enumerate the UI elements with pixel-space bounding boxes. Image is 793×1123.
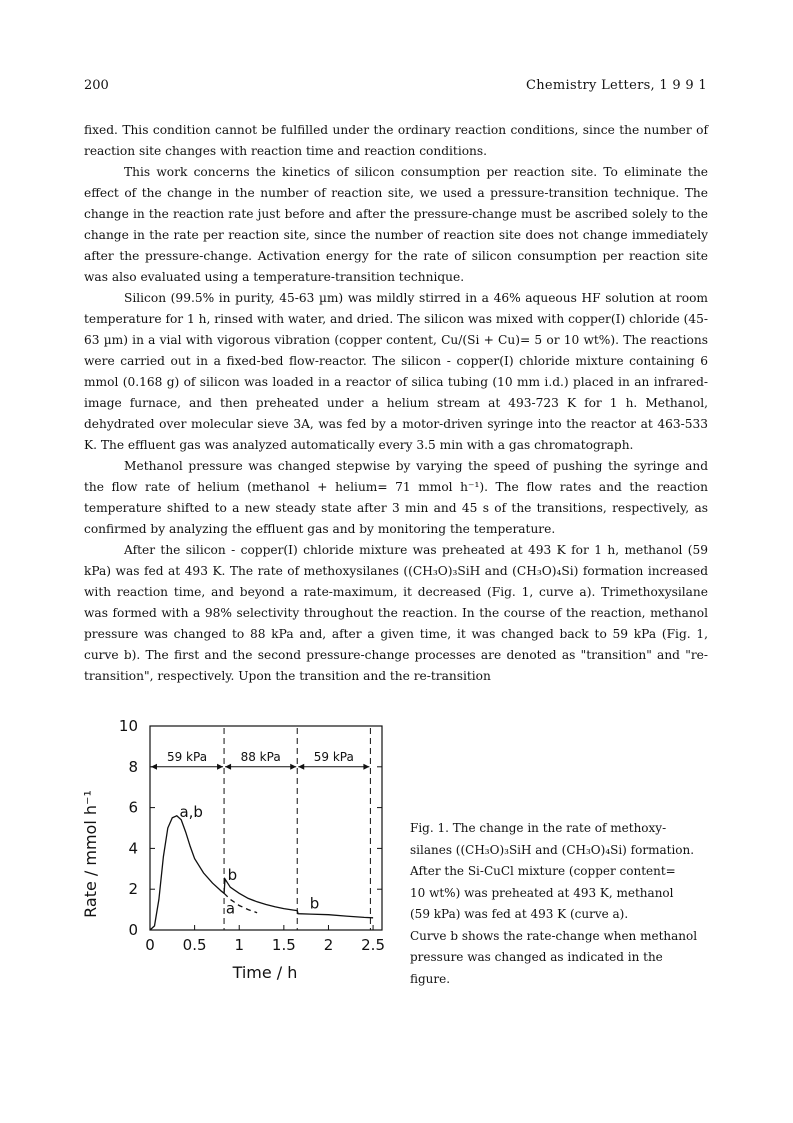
x-axis-label: Time / h [232,963,298,982]
arrow-head-left [298,764,304,770]
arrow-head-left [225,764,231,770]
caption-line: Fig. 1. The change in the rate of methoxy- [410,821,667,835]
y-tick-label: 0 [128,921,138,939]
y-tick-label: 10 [118,717,138,735]
x-tick-label: 2 [323,936,334,954]
curve-label: b [309,894,320,913]
caption-line: Curve b shows the rate-change when methanol [410,928,698,943]
body-text [84,120,708,687]
page-number: 200 [84,78,109,93]
x-tick-label: 0.5 [182,936,207,954]
x-tick-label: 0 [145,936,155,954]
caption-line: pressure was changed as indicated in the [410,950,663,964]
rate-chart [80,712,400,992]
caption-line: (59 kPa) was fed at 493 K (curve a). [410,907,629,921]
y-tick-label: 8 [128,757,138,776]
y-tick-label: 6 [128,798,138,817]
curve-b [224,879,373,918]
x-tick-label: 2.5 [361,936,386,954]
paragraph-5: After the silicon - copper(I) chloride mixture was preheated at 493 K for 1 h, methanol (59 kPa) was fed at 493 K. The rate of methoxysilanes ((CH₃O)₃SiH and (CH₃O)₄Si) formation increased with reaction time, and beyond a rate-maximum, it decreased (Fig. 1, curve a). Trimethoxysilane was formed with a 98% selectivity throughout the reaction. In the course of the reaction, methanol pressure was changed to 88 kPa and, after a given time, it was changed back to 59 kPa (Fig. 1, curve b). The first and the second pressure-change processes are denoted as "transition" and "re-transition", respectively. Upon the transition and the re-transition [84,543,708,683]
arrow-head-left [151,764,157,770]
caption-line: 10 wt%) was preheated at 493 K, methanol [410,885,674,900]
caption-line: silanes ((CH₃O)₃SiH and (CH₃O)₄Si) formation. [410,842,695,857]
caption-line: figure. [410,971,451,986]
x-tick-label: 1 [234,936,245,954]
arrow-head-right [217,764,223,770]
paragraph-3: Silicon (99.5% in purity, 45-63 µm) was mildly stirred in a 46% aqueous HF solution at room temperature for 1 h, rinsed with water, and dried. The silicon was mixed with copper(I) chloride (45-63 µm) in a vial with vigorous vibration (copper content, Cu/(Si + Cu)= 5 or 10 wt%). The reactions were carried out in a fixed-bed flow-reactor. The silicon - copper(I) chloride mixture containing 6 mmol (0.168 g) of silicon was loaded in a reactor of silica tubing (10 mm i.d.) placed in an infrared-image furnace, and then preheated under a helium stream at 493-723 K for 1 h. Methanol, dehydrated over molecular sieve 3A, was fed by a motor-driven syringe into the reactor at 463-533 K. The effluent gas was analyzed automatically every 3.5 min with a gas chromatograph. [84,291,708,452]
caption-line: After the Si-CuCl mixture (copper content= [410,864,676,878]
paragraph-4: Methanol pressure was changed stepwise by varying the speed of pushing the syringe and the flow rate of helium (methanol + helium= 71 mmol h⁻¹). The flow rates and the reaction temperature shifted to a new steady state after 3 min and 45 s of the transitions, respectively, as confirmed by analyzing the effluent gas and by monitoring the temperature. [84,459,708,536]
paragraph-2: This work concerns the kinetics of silicon consumption per reaction site. To eliminate the effect of the change in the number of reaction site, we used a pressure-transition technique. The change in the reaction rate just before and after the pressure-change must be ascribed solely to the change in the rate per reaction site, since the number of reaction site does not change immediately after the pressure-change. Activation energy for the rate of silicon consumption per reaction site was also evaluated using a temperature-transition technique. [84,165,708,284]
y-tick-label: 4 [128,839,138,858]
y-axis-label: Rate / mmol h⁻¹ [81,790,100,918]
figure-caption [410,818,710,990]
region-label: 59 kPa [313,749,354,764]
paragraph-1: fixed. This condition cannot be fulfilled under the ordinary reaction conditions, since the number of reaction site changes with reaction time and reaction conditions. [84,123,708,158]
curve-label: a [225,899,236,918]
curve-label: a,b [179,802,203,821]
journal-header: Chemistry Letters, 1 9 9 1 [526,78,707,93]
region-label: 59 kPa [166,749,208,764]
figure-1 [80,712,400,992]
arrow-head-right [290,764,296,770]
arrow-head-right [363,764,369,770]
curve-ab [150,816,224,930]
region-label: 88 kPa [240,749,281,764]
y-tick-label: 2 [128,880,138,899]
x-tick-label: 1.5 [271,936,296,954]
curve-label: b [227,866,238,885]
